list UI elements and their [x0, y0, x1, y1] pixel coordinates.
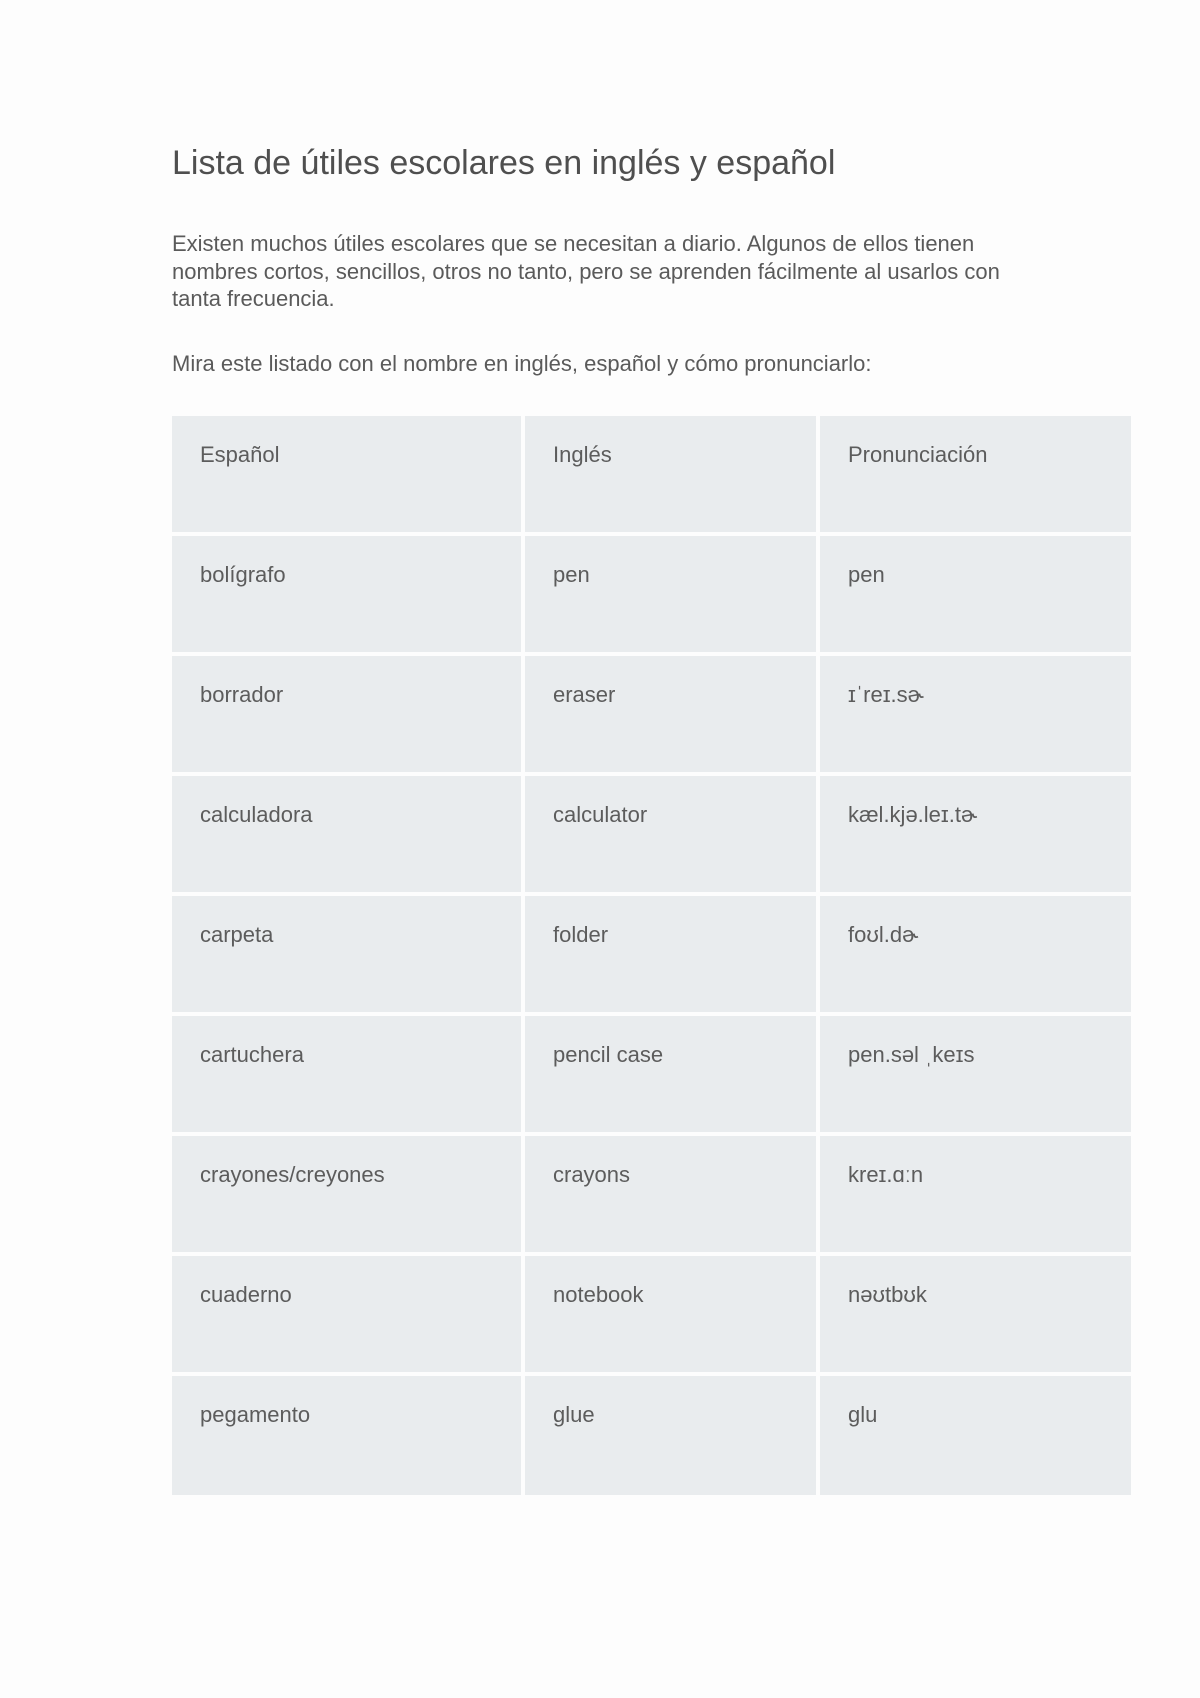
- cell-spanish: borrador: [172, 656, 525, 776]
- cell-spanish: cartuchera: [172, 1016, 525, 1136]
- cell-spanish: pegamento: [172, 1376, 525, 1495]
- cell-english: glue: [525, 1376, 820, 1495]
- header-spanish: Español: [172, 416, 525, 536]
- cell-pronunciation: kreɪ.ɑːn: [820, 1136, 1131, 1256]
- header-english: Inglés: [525, 416, 820, 536]
- cell-spanish: crayones/creyones: [172, 1136, 525, 1256]
- table-row: [172, 1016, 1131, 1136]
- cell-english: crayons: [525, 1136, 820, 1256]
- table-row: [172, 896, 1131, 1016]
- cell-english: folder: [525, 896, 820, 1016]
- cell-english: notebook: [525, 1256, 820, 1376]
- cell-pronunciation: pen.səl ˌkeɪs: [820, 1016, 1131, 1136]
- cell-spanish: calculadora: [172, 776, 525, 896]
- cell-pronunciation: kæl.kjə.leɪ.tɚ: [820, 776, 1131, 896]
- cell-pronunciation: ɪˈreɪ.sɚ: [820, 656, 1131, 776]
- table-row: [172, 1256, 1131, 1376]
- cell-pronunciation: pen: [820, 536, 1131, 656]
- cell-english: eraser: [525, 656, 820, 776]
- school-supplies-table: [172, 416, 1131, 1495]
- intro-paragraph: Existen muchos útiles escolares que se necesitan a diario. Algunos de ellos tienen nombres cortos, sencillos, otros no tanto, pero se aprenden fácilmente al usarlos con tanta frecuencia.: [172, 231, 1000, 311]
- cell-spanish: carpeta: [172, 896, 525, 1016]
- cell-pronunciation: glu: [820, 1376, 1131, 1495]
- table-row: [172, 1376, 1131, 1495]
- table-row: [172, 776, 1131, 896]
- cell-english: calculator: [525, 776, 820, 896]
- cell-spanish: cuaderno: [172, 1256, 525, 1376]
- cell-english: pen: [525, 536, 820, 656]
- table-row: [172, 1136, 1131, 1256]
- cell-pronunciation: nəʊtbʊk: [820, 1256, 1131, 1376]
- cell-pronunciation: foʊl.dɚ: [820, 896, 1131, 1016]
- table-header-row: [172, 416, 1131, 536]
- header-pronunciation: Pronunciación: [820, 416, 1131, 536]
- cell-english: pencil case: [525, 1016, 820, 1136]
- table-row: [172, 656, 1131, 776]
- page-title: Lista de útiles escolares en inglés y español: [172, 144, 836, 182]
- cell-spanish: bolígrafo: [172, 536, 525, 656]
- table-row: [172, 536, 1131, 656]
- list-intro-paragraph: Mira este listado con el nombre en inglés, español y cómo pronunciarlo:: [172, 351, 872, 376]
